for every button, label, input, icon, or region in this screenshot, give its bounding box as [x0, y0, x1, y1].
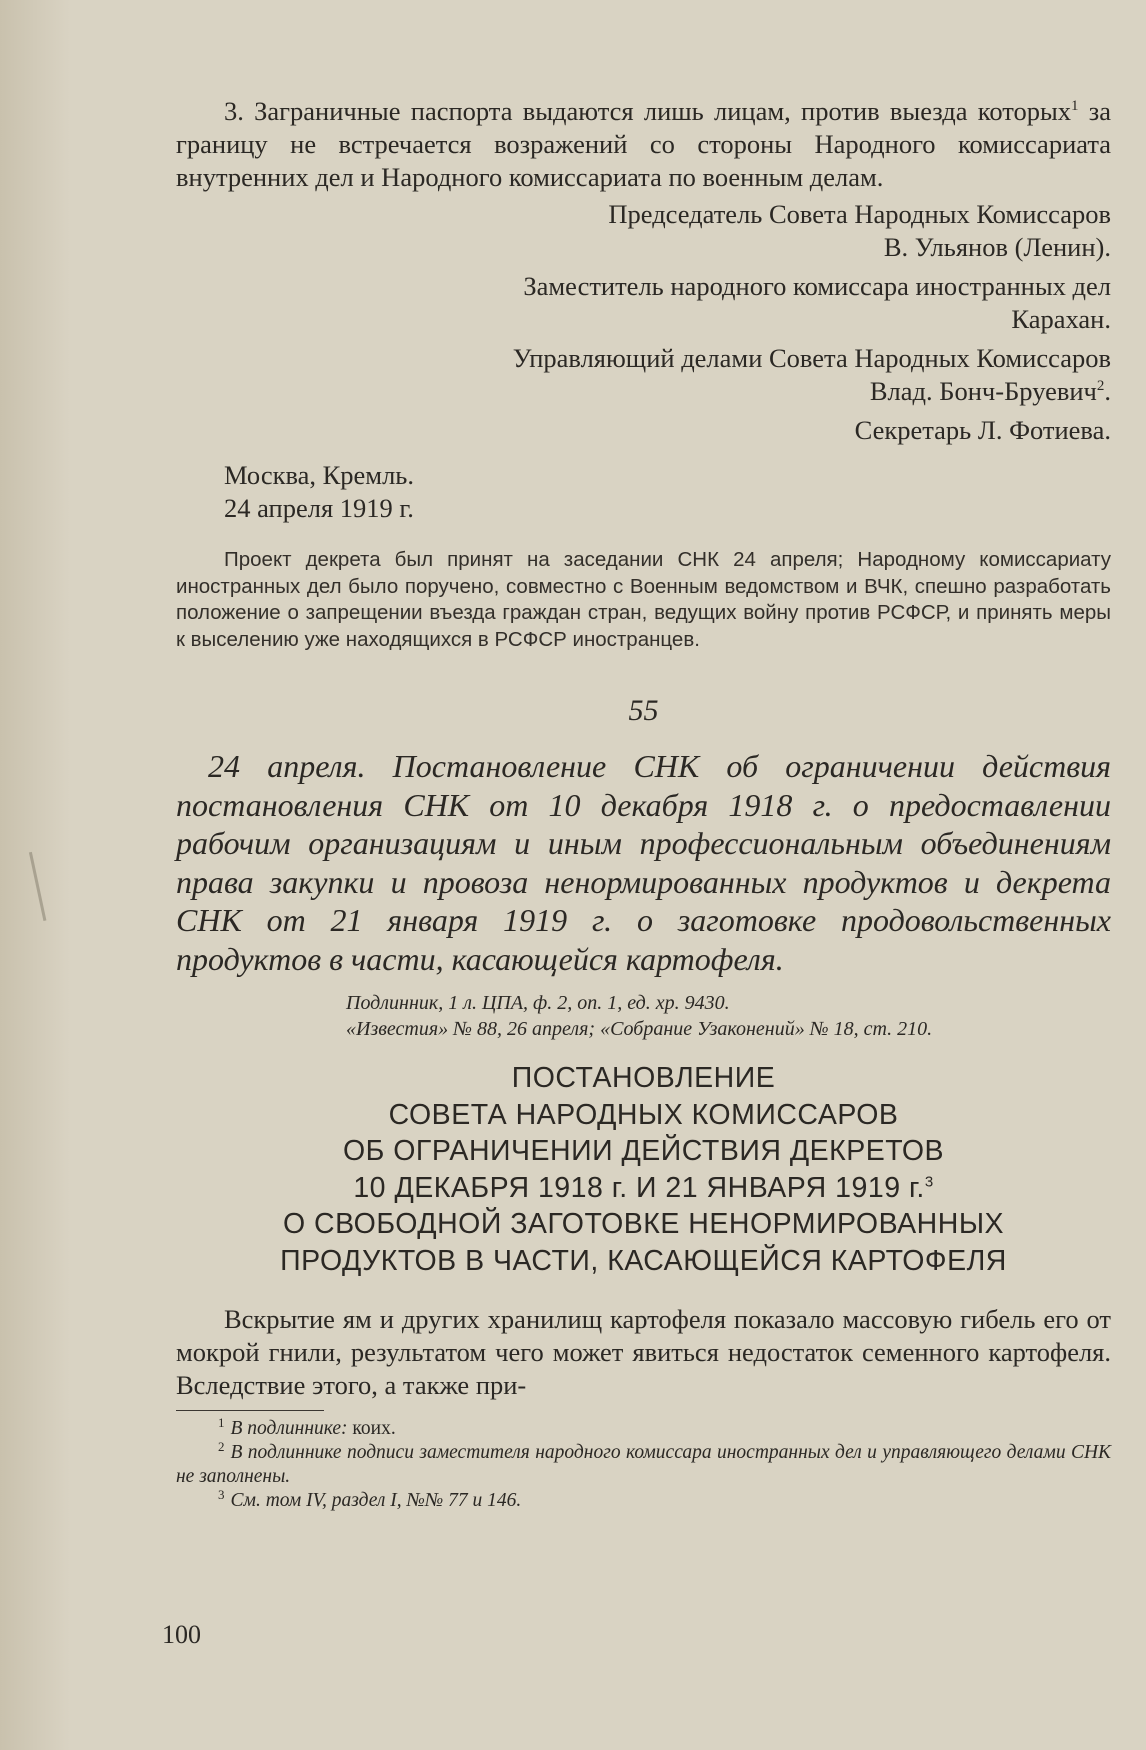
footnote-ref-1[interactable]: 1	[1071, 98, 1079, 115]
page-number: 100	[162, 1620, 201, 1649]
title-line-5: О СВОБОДНОЙ ЗАГОТОВКЕ НЕНОРМИРОВАННЫХ	[282, 1208, 1005, 1240]
footnote-1-number: 1	[218, 1414, 225, 1430]
footnote-1	[176, 1414, 1111, 1441]
page-content	[176, 95, 1111, 1513]
source-line-original: Подлинник, 1 л. ЦПА, ф. 2, оп. 1, ед. хр. 9430.	[346, 992, 730, 1014]
title-line-2: СОВЕТА НАРОДНЫХ КОМИССАРОВ	[388, 1098, 899, 1131]
resolution-body-text: Вскрытие ям и других хранилищ картофеля показало массовую гибель его от мокрой гнили, результатом чего может явиться недостаток семенного картофеля. Вследствие этого, а также при-	[176, 1304, 1111, 1400]
place-date	[176, 459, 1111, 525]
document-number: 55	[628, 694, 659, 727]
signature-name-bonch-bruevich	[176, 375, 1111, 408]
footnote-divider	[176, 1410, 324, 1411]
title-line-4	[176, 1170, 1111, 1207]
footnote-3	[176, 1486, 1111, 1513]
editor-note: Проект декрета был принят на заседании СНК 24 апреля; Народному комиссариату иностранных дел было поручено, совместно с Военным ведомством и ВЧК, спешно разработать положение о запрещении въезда граждан стран, ведущих войну против РСФСР, и принять меры к выселению уже находящихся в РСФСР иностранцев.	[176, 548, 1111, 651]
place-line: Москва, Кремль.	[224, 460, 415, 490]
footnote-1-value: коих.	[347, 1418, 396, 1439]
title-line-4-text: 10 ДЕКАБРЯ 1918 г. И 21 ЯНВАРЯ 1919 г.	[353, 1171, 925, 1204]
signature-title-manager: Управляющий делами Совета Народных Комиссаров	[512, 343, 1111, 373]
resolution-title	[176, 1060, 1111, 1279]
paragraph-3	[176, 95, 1111, 194]
paragraph-3-text-start: 3. Заграничные паспорта выдаются лишь лицам, против выезда которых	[224, 96, 1071, 126]
signature-name-bonch-bruevich-text: Влад. Бонч-Бруевич	[869, 376, 1097, 406]
signature-name-lenin: В. Ульянов (Ленин).	[883, 232, 1111, 262]
date-line: 24 апреля 1919 г.	[224, 493, 414, 523]
signature-block	[176, 198, 1111, 447]
title-line-6: ПРОДУКТОВ В ЧАСТИ, КАСАЮЩЕЙСЯ КАРТОФЕЛЯ	[280, 1244, 1007, 1277]
signature-name-bonch-bruevich-end: .	[1104, 376, 1111, 406]
footnote-2-text: В подлиннике подписи заместителя народного комиссара иностранных дел и управляющего делами СНК не заполнены.	[176, 1442, 1111, 1487]
footnote-ref-2[interactable]: 2	[1096, 378, 1105, 395]
footnote-2-number: 2	[218, 1438, 225, 1454]
footnote-3-text: См. том IV, раздел I, №№ 77 и 146.	[230, 1490, 522, 1511]
signature-name-karakhan: Карахан.	[1011, 304, 1111, 334]
source-line-publications: «Известия» № 88, 26 апреля; «Собрание Узаконений» № 18, ст. 210.	[346, 1018, 933, 1040]
title-line-3: ОБ ОГРАНИЧЕНИИ ДЕЙСТВИЯ ДЕКРЕТОВ	[342, 1135, 945, 1167]
footnote-ref-3[interactable]: 3	[924, 1173, 934, 1190]
footnote-2	[176, 1438, 1111, 1489]
footnote-1-text: В подлиннике:	[230, 1418, 348, 1439]
title-line-1: ПОСТАНОВЛЕНИЕ	[511, 1062, 776, 1094]
paragraph-3-text-end: за границу не встречается возражений со стороны Народного комиссариата внутренних дел и Народного комиссариата по военным делам.	[176, 96, 1111, 192]
footnote-3-number: 3	[218, 1486, 225, 1502]
signature-title-deputy: Заместитель народного комиссара иностранных дел	[523, 271, 1111, 301]
archival-sources	[176, 990, 1111, 1042]
document-heading: 24 апреля. Постановление СНК об ограничении действия постановления СНК от 10 декабря 1918 г. о предоставлении рабочим организациям и иным профессиональным объединениям права закупки и провоза ненормированных продуктов и декрета СНК от 21 января 1919 г. о заготовке продовольственных продуктов в части, касающейся картофеля.	[176, 748, 1111, 977]
signature-secretary: Секретарь Л. Фотиева.	[854, 415, 1111, 445]
signature-title-chairman: Председатель Совета Народных Комиссаров	[608, 199, 1111, 229]
